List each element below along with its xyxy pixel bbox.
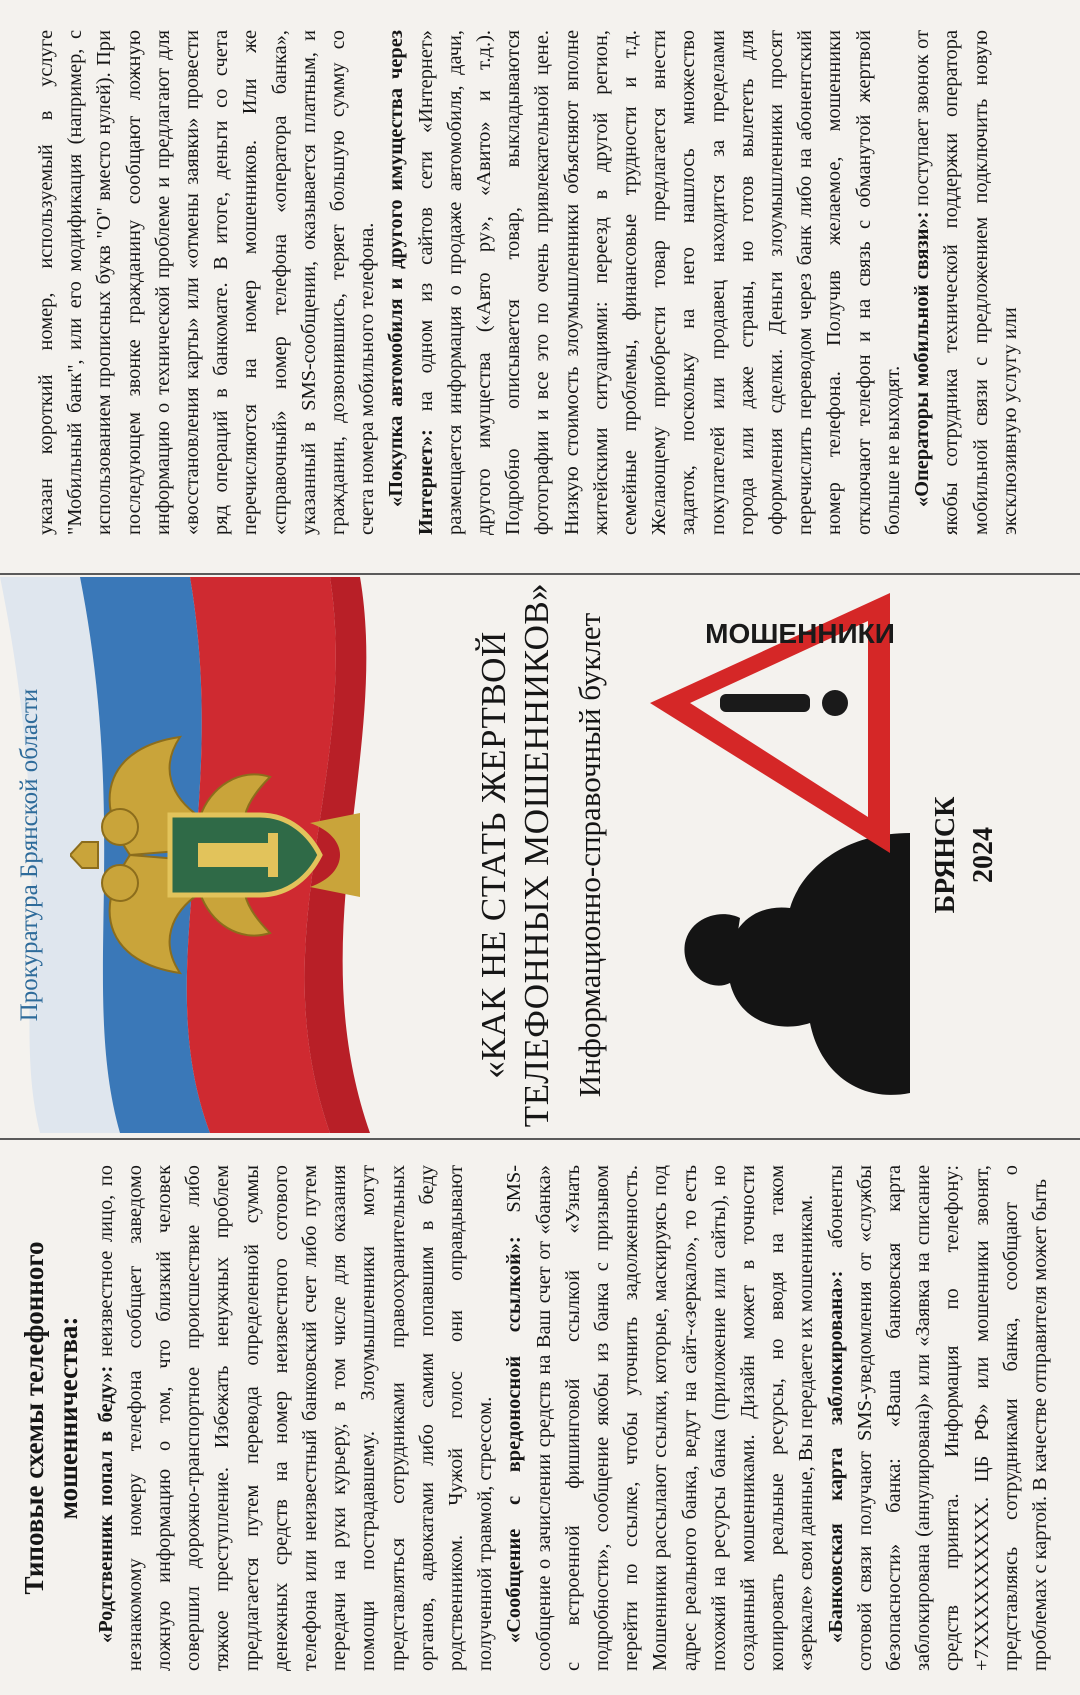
scheme-title: «Родственник попал в беду»: (94, 1365, 117, 1643)
schemes-heading: Типовые схемы телефонного мошенничества: (19, 1241, 83, 1595)
publication-year: 2024 (968, 827, 999, 883)
fold-line (0, 573, 1080, 575)
scheme-malicious-link (500, 1165, 821, 1671)
scheme-title: «Банковская карта заблокирована»: (824, 1270, 847, 1643)
scheme-card-blocked (822, 1165, 1056, 1671)
city-name: БРЯНСК (930, 796, 961, 914)
scheme-online-purchase (382, 30, 908, 535)
scheme-title: «Операторы мобильной связи»: (911, 211, 934, 507)
cover-panel (0, 577, 1080, 1133)
cover-subtitle: Информационно-справочный буклет (572, 612, 607, 1098)
scheme-relative-in-trouble (92, 1165, 501, 1671)
fold-line (0, 1138, 1080, 1140)
scheme-mobile-operators (908, 30, 1025, 535)
card-blocked-continuation: указан короткий номер, используемый в услуге "Мобильный банк", или его модификация (например, с использованием прописных букв "О" вместо нулей). При последующем звонке гражданину сообщают ложную информацию о технической проблеме и предлагают для «восстановления карты» или «отмены заявки» провести ряд операций в банкомате. В итоге, деньги со счета перечисляются на номер мошенников. Или же «справочный» номер телефона «оператора банка», указанный в SMS-сообщении, оказывается платным, и гражданин, дозвонившись, теряет большую сумму со счета номера мобильного телефона. (35, 30, 379, 535)
warning-sign-text: МОШЕННИКИ (705, 618, 895, 649)
silhouette-image (728, 833, 910, 1095)
scheme-text: поступает звонок от якобы сотрудника технической поддержки оператора мобильной связи с предложением подключить новую эксклюзивную услугу или (911, 30, 1021, 535)
cover-title-line: «КАК НЕ СТАТЬ ЖЕРТВОЙ (474, 631, 513, 1079)
fraud-warning-illustration (640, 577, 910, 1133)
schemes-continued-panel (0, 0, 1080, 569)
prosecutor-emblem-icon (70, 727, 370, 983)
scheme-text: на одном из сайтов сети «Интернет» размещается информация о продаже автомобиля, дачи, другого имущества («Авто ру», «Авито» и т.д.). Подробно описывается товар, выкладываются фотографии и все это по очень привлекательной цене. Низкую стоимость злоумышленники объясняют вполне житейскими ситуациями: переезд в другой регион, семейные проблемы, финансовые трудности и т.д. Желающему приобрести товар предлагается внести задаток, поскольку на него нашлось множество покупателей или продавец находится за пределами города или даже страны, но готов вылететь для оформления сделки. Деньги злоумышленники просят перечислить переводом через банк либо на абонентский номер телефона. Получив желаемое, мошенники отключают телефон и на связь с обманутой жертвой больше не выходят. (414, 30, 904, 535)
scheme-title: «Покупка автомобиля и другого имущества через Интернет»: (385, 30, 437, 535)
organization-name: Прокуратура Брянской области (16, 688, 43, 1022)
cover-title (472, 577, 558, 1133)
scheme-text: SMS-сообщение о зачислении средств на Ваш счет от «банка» с встроенной фишинговой ссылкой «Узнать подробности», сообщение якобы из банка с призывом перейти по ссылке, чтобы уточнить задолженность. Мошенники рассылают ссылки, которые, маскируясь под адрес реального банка, ведут на сайт-«зеркало», то есть похожий на ресурсы банка (приложение или сайты), но созданный мошенниками. Дизайн может в точности копировать реальные ресурсы, но вводя на таком «зеркале» свои данные, Вы передаете их мошенникам. (503, 1165, 818, 1671)
schemes-panel (0, 1141, 1080, 1695)
cover-title-line: ТЕЛЕФОННЫХ МОШЕННИКОВ» (517, 582, 556, 1128)
scheme-text: неизвестное лицо, по незнакомому номеру телефона сообщает заведомо ложную информацию о том, что близкий человек совершил дорожно-транспортное происшествие либо тяжкое преступление. Избежать ненужных проблем предлагается путем перевода определенной суммы денежных средств на номер неизвестного сотового телефона или неизвестный банковский счет либо путем передачи на руки курьеру, в том числе для оказания помощи пострадавшему. Злоумышленники могут представляться сотрудниками правоохранительных органов, адвокатами либо самим попавшим в беду родственником. Чужой голос они оправдывают полученной травмой, стрессом. (94, 1165, 497, 1671)
scheme-text: абоненты сотовой связи получают SMS-уведомления от «службы безопасности» банка: «Ваша банковская карта заблокирована (аннулирована)» или «Заявка на списание средств принята. Информация по телефону: +7XXXXXXXXXX. ЦБ РФ» или мошенники звонят, представляясь сотрудниками банка, сообщают о проблемах с картой. В качестве отправителя может быть (824, 1165, 1051, 1671)
scheme-title: «Сообщение с вредоносной ссылкой»: (503, 1236, 526, 1643)
